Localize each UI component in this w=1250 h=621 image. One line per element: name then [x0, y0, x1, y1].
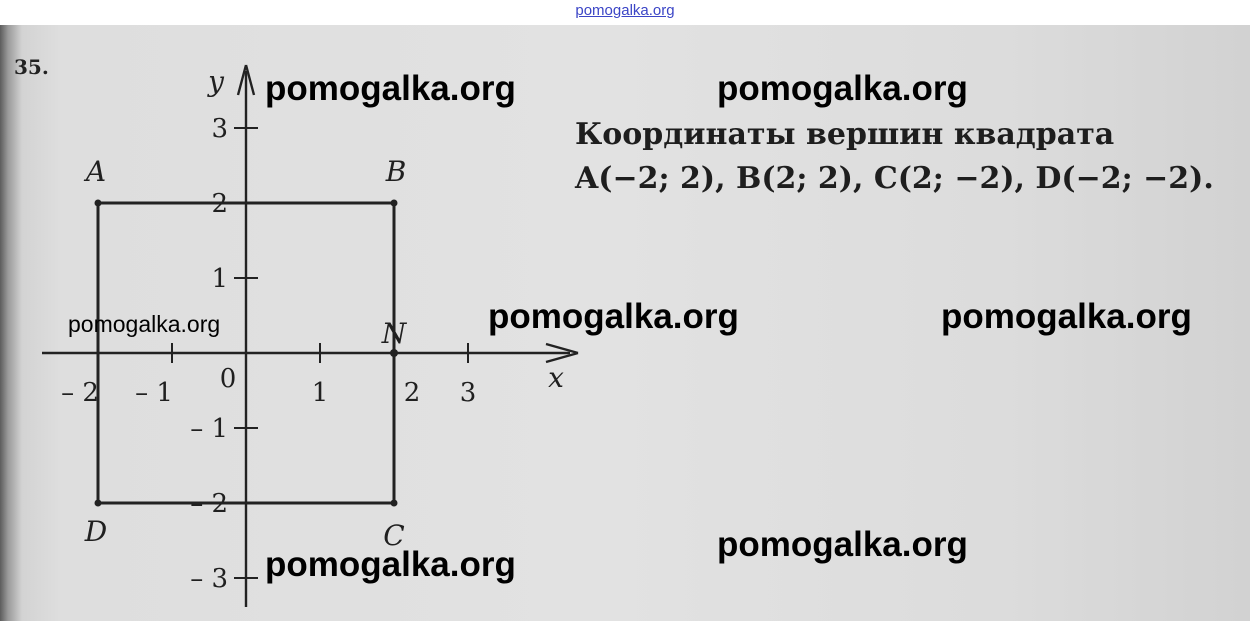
- scanned-page: [0, 25, 1250, 621]
- watermark: pomogalka.org: [717, 69, 968, 108]
- y-tick-label: 2: [211, 189, 228, 219]
- x-tick-label: 1: [311, 378, 329, 408]
- vertex-label-b: B: [385, 155, 407, 188]
- x-tick-label: – 2: [61, 378, 99, 408]
- vertex-label-d: D: [84, 515, 108, 548]
- answer-line-2: A(−2; 2), B(2; 2), C(2; −2), D(−2; −2).: [575, 161, 1214, 196]
- origin-label: 0: [219, 364, 237, 394]
- answer-line-1: Координаты вершин квадрата: [575, 117, 1115, 152]
- watermark: pomogalka.org: [68, 311, 221, 337]
- x-tick-label: 2: [403, 378, 421, 408]
- problem-number: 35.: [14, 55, 49, 79]
- point-n-label: N: [381, 317, 407, 350]
- watermark: pomogalka.org: [488, 297, 739, 336]
- y-tick-label: 3: [211, 114, 228, 144]
- watermark: pomogalka.org: [717, 525, 968, 564]
- y-tick-label: – 3: [190, 564, 228, 594]
- y-tick-label: – 2: [190, 489, 228, 519]
- vertex-label-c: C: [383, 519, 405, 552]
- answer-text: [575, 113, 1214, 201]
- vertex-point-c: [391, 500, 398, 507]
- watermark: pomogalka.org: [265, 545, 516, 584]
- x-axis-label: x: [548, 361, 564, 394]
- vertex-label-a: A: [85, 155, 107, 188]
- vertex-point-b: [391, 200, 398, 207]
- y-tick-label: 1: [211, 264, 228, 294]
- watermark: pomogalka.org: [941, 297, 1192, 336]
- y-axis-label: y: [208, 65, 224, 98]
- site-link[interactable]: pomogalka.org: [575, 2, 675, 19]
- y-tick-label: – 1: [190, 414, 228, 444]
- x-tick-label: 3: [459, 378, 477, 408]
- watermark: pomogalka.org: [265, 69, 516, 108]
- vertex-point-a: [95, 200, 102, 207]
- vertex-point-d: [95, 500, 102, 507]
- x-tick-label: – 1: [135, 378, 173, 408]
